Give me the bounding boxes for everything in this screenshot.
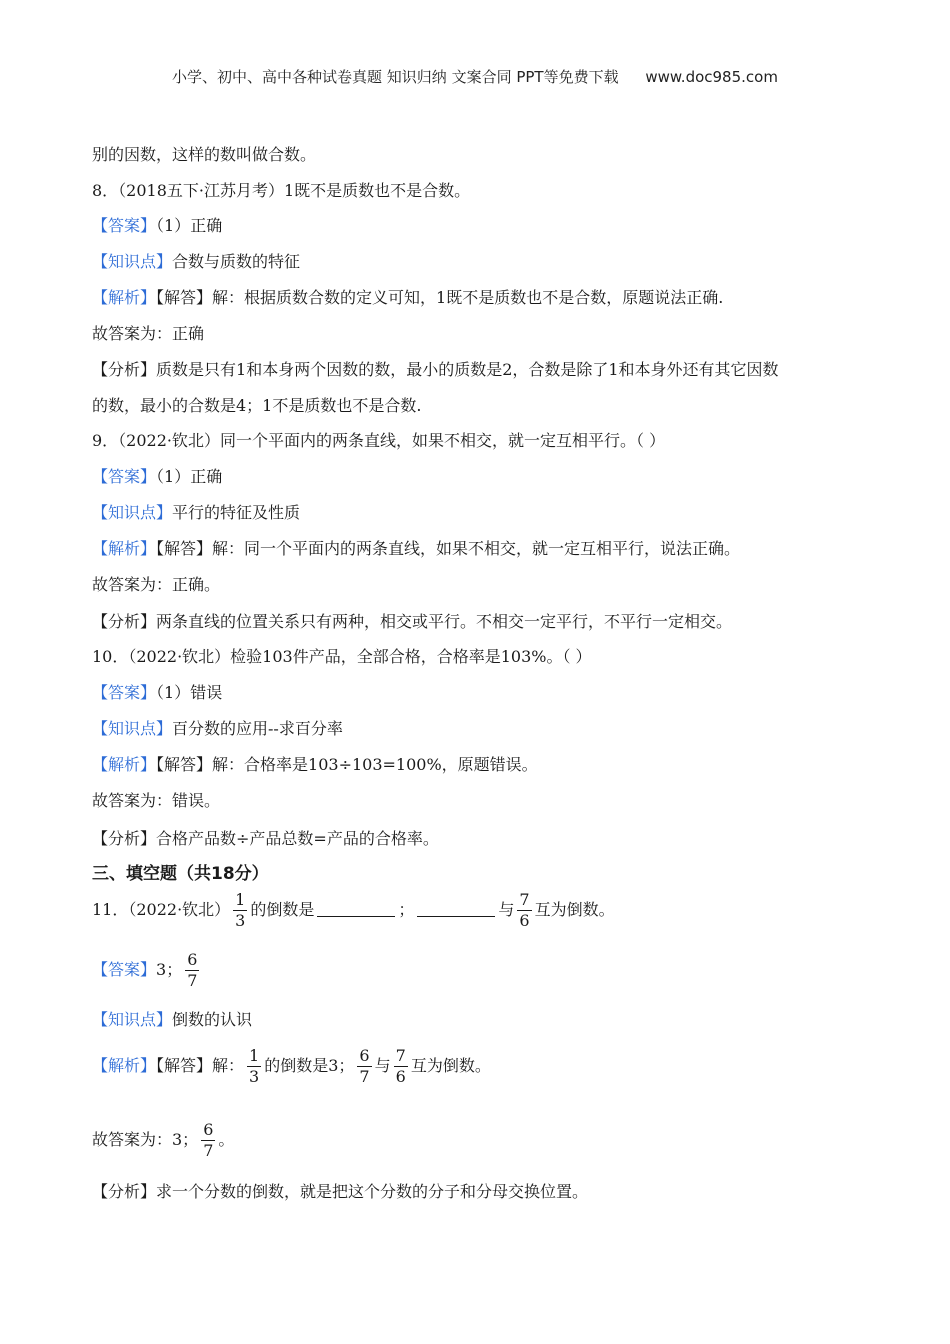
fraction-seven-sixths: $\frac{7}{6}$ [519,890,530,930]
solution-tag: 【解答】 [156,755,213,774]
solution-tag: 【解答】 [156,1056,213,1075]
fenxi-tag: 【分析】 [92,1182,157,1201]
question-11-final: 故答案为：3； $\frac{6}{7}$ 。 [92,1120,235,1160]
analysis-tag: 【解析】 [92,1056,157,1075]
analysis-tag: 【解析】 [92,539,157,558]
solution-tag: 【解答】 [156,288,213,307]
analysis-tag: 【解析】 [92,288,157,307]
question-10-stem: 10．（2022·钦北）检验103件产品，全部合格，合格率是103%。（ ） [92,647,592,666]
question-10-analysis [92,754,538,776]
question-8-fenxi-cont: 的数，最小的合数是4；1不是质数也不是合数. [92,396,422,415]
fraction-six-sevenths: $\frac{6}{7}$ [187,950,198,990]
question-11-answer: 【答案】3； $\frac{6}{7}$ [92,950,198,990]
fenxi-tag: 【分析】 [92,360,157,379]
question-8-answer [92,215,222,237]
fenxi-text: 合格产品数÷产品总数=产品的合格率。 [156,829,439,848]
answer-text: （1）错误 [156,683,223,702]
answer-tag: 【答案】 [92,683,157,702]
fraction-one-third: $\frac{1}{3}$ [249,1046,260,1086]
fraction-six-sevenths: $\frac{6}{7}$ [359,1046,370,1086]
knowledge-tag: 【知识点】 [92,503,173,522]
question-10-answer [92,682,222,704]
answer-tag: 【答案】 [92,467,157,486]
page-header [0,66,950,87]
question-9-answer [92,466,222,488]
question-11-stem: 11．（2022·钦北） $\frac{1}{3}$ 的倒数是 ； 与 $\frac{7}{6}$ 互为倒数。 [92,890,615,930]
answer-text: （1）正确 [156,216,223,235]
question-10-knowledge [92,718,343,740]
section-title: 三、填空题（共18分） [92,864,269,884]
knowledge-text: 合数与质数的特征 [172,252,301,271]
question-8-analysis [92,287,723,309]
solution-tag: 【解答】 [156,539,213,558]
question-9-final: 故答案为：正确。 [92,575,221,594]
analysis-text: 解：合格率是103÷103=100%，原题错误。 [212,755,538,774]
header-text: 小学、初中、高中各种试卷真题 知识归纳 文案合同 PPT等免费下载 [172,68,619,86]
question-9-analysis [92,538,740,560]
header-site-link[interactable]: www.doc985.com [645,68,778,86]
answer-tag: 【答案】 [92,960,157,979]
knowledge-text: 百分数的应用--求百分率 [172,719,343,738]
fenxi-tag: 【分析】 [92,612,157,631]
question-8-final: 故答案为：正确 [92,324,205,343]
continuation-text: 别的因数，这样的数叫做合数。 [92,145,317,164]
answer-tag: 【答案】 [92,216,157,235]
knowledge-tag: 【知识点】 [92,252,173,271]
question-8-fenxi [92,359,779,381]
fraction-seven-sixths: $\frac{7}{6}$ [395,1046,406,1086]
answer-text: （1）正确 [156,467,223,486]
analysis-text: 解：根据质数合数的定义可知，1既不是质数也不是合数，原题说法正确. [212,288,724,307]
q11-text1: 的倒数是 [250,900,315,919]
knowledge-tag: 【知识点】 [92,719,173,738]
fenxi-text: 质数是只有1和本身两个因数的数，最小的质数是2，合数是除了1和本身外还有其它因数 [156,360,779,379]
question-8-knowledge [92,251,300,273]
question-9-fenxi [92,611,732,633]
question-8-stem: 8．（2018五下·江苏月考）1既不是质数也不是合数。 [92,181,471,200]
fenxi-text: 两条直线的位置关系只有两种，相交或平行。不相交一定平行，不平行一定相交。 [156,612,733,631]
analysis-tag: 【解析】 [92,755,157,774]
question-11-analysis: 【解析】【解答】解： $\frac{1}{3}$ 的倒数是3； $\frac{6}{7}$ 与 $\frac{7}{6}$ 互为倒数。 [92,1046,491,1086]
question-11-knowledge [92,1009,252,1031]
knowledge-text: 平行的特征及性质 [172,503,301,522]
knowledge-tag: 【知识点】 [92,1010,173,1029]
fraction-six-sevenths: $\frac{6}{7}$ [203,1120,214,1160]
question-10-final: 故答案为：错误。 [92,791,221,810]
answer-blank-1[interactable] [317,902,395,917]
question-9-stem: 9．（2022·钦北）同一个平面内的两条直线，如果不相交，就一定互相平行。（ ） [92,431,666,450]
knowledge-text: 倒数的认识 [172,1010,253,1029]
question-10-fenxi [92,828,439,850]
fraction-one-third: $\frac{1}{3}$ [235,890,246,930]
question-11-fenxi [92,1181,588,1203]
analysis-text: 解：同一个平面内的两条直线，如果不相交，就一定互相平行，说法正确。 [212,539,741,558]
answer-blank-2[interactable] [417,902,495,917]
fenxi-text: 求一个分数的倒数，就是把这个分数的分子和分母交换位置。 [156,1182,589,1201]
fenxi-tag: 【分析】 [92,829,157,848]
q11-prefix: 11．（2022·钦北） [92,900,231,919]
question-9-knowledge [92,502,300,524]
